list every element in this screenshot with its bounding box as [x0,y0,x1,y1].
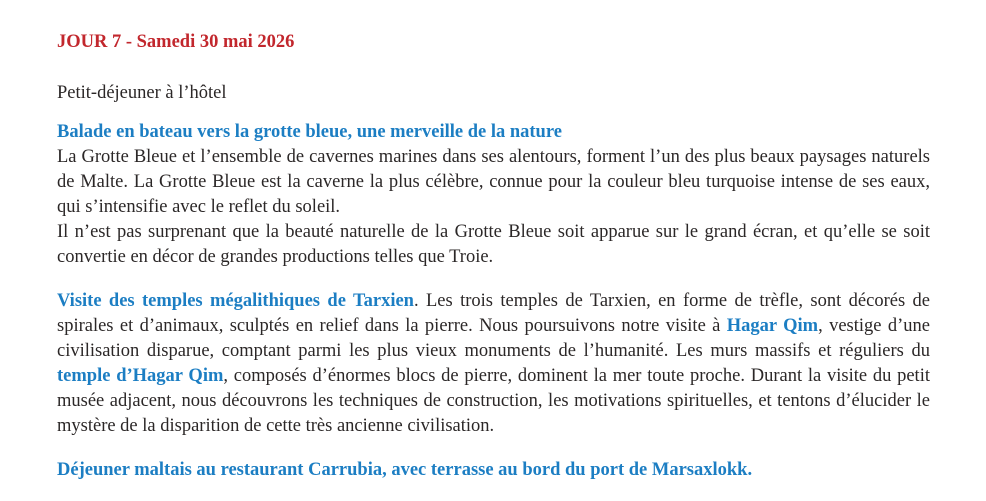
tarxien-text-2: , vestige d’une civilisation disparue, comptant parmi les plus vieux monuments de l’humanité. Les murs massifs et réguliers du [57,316,930,361]
tarxien-heading: Visite des temples mégalithiques de Tarxien [57,291,414,311]
tarxien-paragraph [57,289,930,439]
blue-grotto-section [57,120,930,270]
blue-grotto-paragraph-2: Il n’est pas surprenant que la beauté naturelle de la Grotte Bleue soit apparue sur le grand écran, et qu’elle se soit convertie en décor de grandes productions telles que Troie. [57,222,930,267]
breakfast-line: Petit-déjeuner à l’hôtel [57,83,227,103]
hagar-qim-temple-term: temple d’Hagar Qim [57,366,224,386]
blue-grotto-paragraph-1: La Grotte Bleue et l’ensemble de cavernes marines dans ses alentours, forment l’un des plus beaux paysages naturels de Malte. La Grotte Bleue est la caverne la plus célèbre, connue pour la couleur bleu turquoise intense de ses eaux, qui s’intensifie avec le reflet du soleil. [57,147,930,217]
lunch-heading: Déjeuner maltais au restaurant Carrubia, avec terrasse au bord du port de Marsaxlokk. [57,460,753,480]
blue-grotto-heading: Balade en bateau vers la grotte bleue, une merveille de la nature [57,122,562,142]
tarxien-text-3: , composés d’énormes blocs de pierre, dominent la mer toute proche. Durant la visite du petit musée adjacent, nous découvrons les techniques de construction, les motivations spirituelles, et tentons d’élucider le mystère de la disparition de cette très ancienne civilisation. [57,366,930,436]
tarxien-text-1: . Les trois temples de Tarxien, en forme de trèfle, sont décorés de spirales et d’animaux, sculptés en relief dans la pierre. Nous poursuivons notre visite à [57,291,930,336]
day-heading: JOUR 7 - Samedi 30 mai 2026 [57,32,295,52]
hagar-qim-term: Hagar Qim [726,316,819,336]
